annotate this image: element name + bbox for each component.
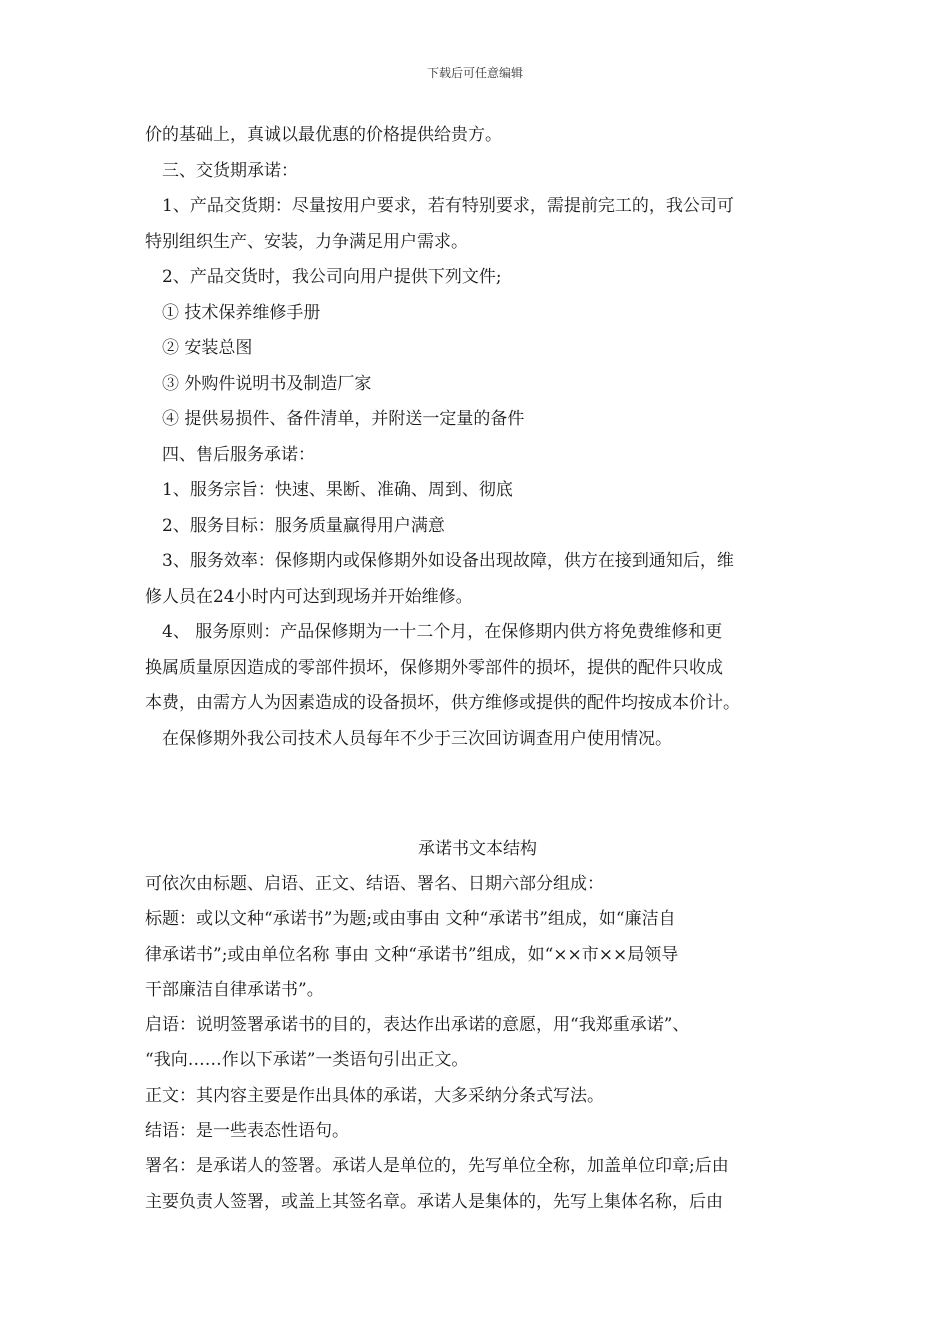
paragraph-line: “我向……作以下承诺”一类语句引出正文。	[145, 1050, 469, 1071]
structure-section	[145, 832, 810, 1220]
paragraph-line: 正文：其内容主要是作出具体的承诺，大多采纳分条式写法。	[145, 1085, 604, 1106]
heading-after-sales: 四、售后服务承诺：	[162, 444, 315, 465]
paragraph-line: 3、服务效率：保修期内或保修期外如设备出现故障，供方在接到通知后，维	[162, 551, 734, 571]
paragraph-line: 换属质量原因造成的零部件损坏，保修期外零部件的损坏，提供的配件只收成	[145, 657, 723, 678]
paragraph-line: 标题：或以文种“承诺书”为题;或由事由 文种“承诺书”组成，如“廉洁自	[145, 909, 676, 930]
list-item: ② 安装总图	[162, 338, 253, 358]
paragraph-line: 2、服务目标：服务质量赢得用户满意	[162, 515, 445, 536]
list-item: ① 技术保养维修手册	[162, 302, 321, 323]
paragraph-line: 律承诺书”;或由单位名称 事由 文种“承诺书”组成，如“××市××局领导	[145, 944, 679, 965]
list-item: ③ 外购件说明书及制造厂家	[162, 373, 372, 394]
paragraph-line: 署名：是承诺人的签署。承诺人是单位的，先写单位全称，加盖单位印章;后由	[145, 1156, 729, 1177]
paragraph-line: 结语：是一些表态性语句。	[145, 1121, 349, 1142]
paragraph-line: 启语：说明签署承诺书的目的，表达作出承诺的意愿，用“我郑重承诺”、	[145, 1015, 690, 1036]
paragraph-line: 可依次由标题、启语、正文、结语、署名、日期六部分组成：	[145, 874, 604, 894]
list-item: ④ 提供易损件、备件清单，并附送一定量的备件	[162, 409, 525, 429]
paragraph-line: 2、产品交货时，我公司向用户提供下列文件;	[162, 267, 502, 287]
commitment-section	[145, 118, 810, 757]
paragraph-line: 在保修期外我公司技术人员每年不少于三次回访调查用户使用情况。	[162, 728, 672, 749]
paragraph-line: 干部廉洁自律承诺书”。	[145, 979, 324, 1000]
paragraph-line: 1、产品交货期：尽量按用户要求，若有特别要求，需提前完工的，我公司可	[162, 196, 734, 216]
paragraph-line: 修人员在24小时内可达到现场并开始维修。	[145, 586, 473, 607]
paragraph-line: 本费，由需方人为因素造成的设备损坏，供方维修或提供的配件均按成本价计。	[145, 693, 740, 713]
paragraph-line: 1、服务宗旨：快速、果断、准确、周到、彻底	[162, 480, 513, 500]
paragraph-line: 特别组织生产、安装，力争满足用户需求。	[145, 231, 468, 252]
section-title: 承诺书文本结构	[418, 839, 537, 859]
heading-delivery: 三、交货期承诺：	[162, 160, 298, 181]
paragraph-line: 主要负责人签署，或盖上其签名章。承诺人是集体的，先写上集体名称，后由	[145, 1191, 723, 1212]
page-header: 下载后可任意编辑	[426, 66, 523, 80]
paragraph-line: 价的基础上，真诚以最优惠的价格提供给贵方。	[145, 125, 502, 145]
paragraph-line: 4、 服务原则：产品保修期为一十二个月，在保修期内供方将免费维修和更	[162, 622, 723, 642]
